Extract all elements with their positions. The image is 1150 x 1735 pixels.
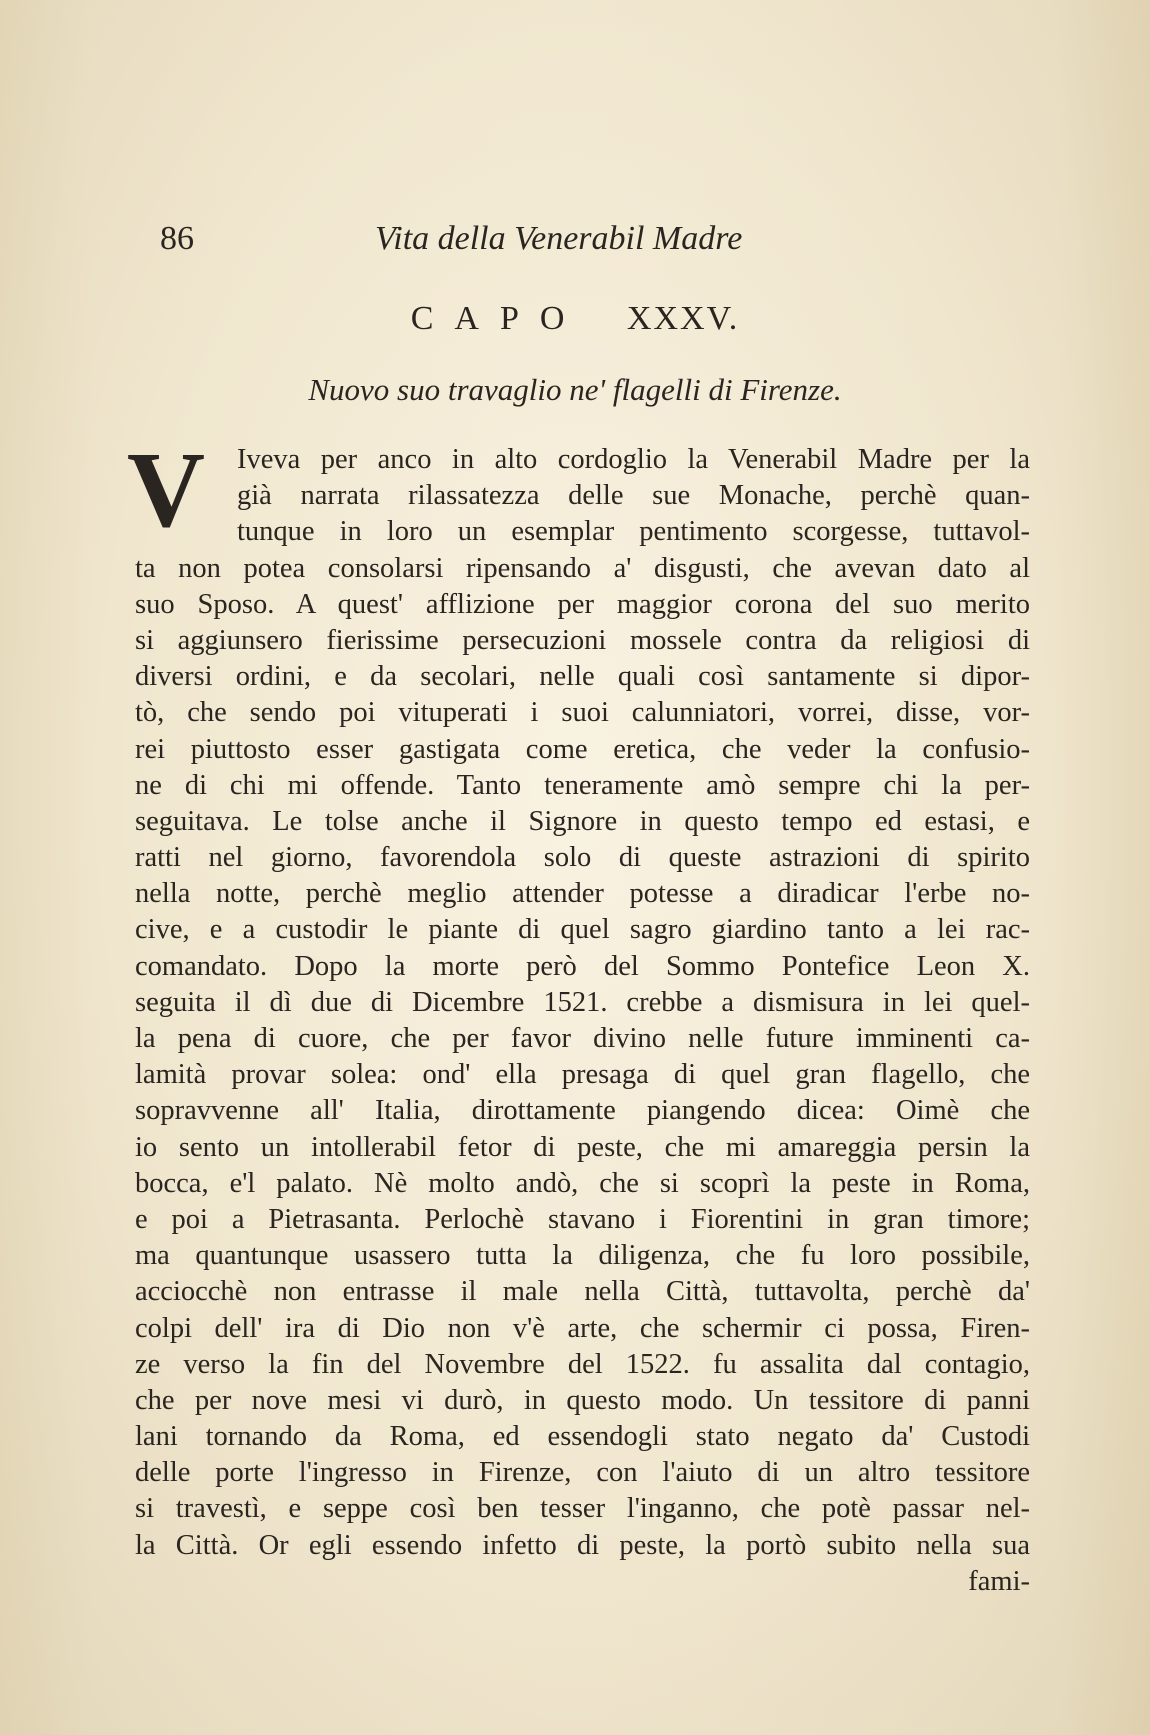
text-line: delle porte l'ingresso in Firenze, con l'aiuto di un altro tessitore [135, 1457, 1030, 1489]
running-title: Vita della Venerabil Madre [375, 220, 743, 257]
text-line: diversi ordini, e da secolari, nelle quali così santamente si dipor- [135, 661, 1030, 693]
drop-cap: V [127, 431, 205, 550]
text-line: colpi dell' ira di Dio non v'è arte, che schermir ci possa, Firen- [135, 1312, 1030, 1344]
text-line: si travestì, e seppe così ben tesser l'inganno, che potè passar nel- [135, 1493, 1030, 1525]
text-line: ze verso la fin del Novembre del 1522. fu assalita dal contagio, [135, 1348, 1030, 1380]
text-line: io sento un intollerabil fetor di peste, che mi amareggia persin la [135, 1131, 1030, 1163]
text-line: la pena di cuore, che per favor divino nelle future imminenti ca- [135, 1023, 1030, 1054]
catchword: fami- [968, 1565, 1030, 1597]
chapter-number: XXXV. [626, 300, 740, 337]
text-line: suo Sposo. A quest' afflizione per maggior corona del suo merito [135, 588, 1030, 620]
text-line: ratti nel giorno, favorendola solo di queste astrazioni di spirito [135, 842, 1030, 874]
running-header [160, 220, 800, 260]
text-line: si aggiunsero fierissime persecuzioni mossele contra da religiosi di [135, 624, 1030, 656]
text-line: seguitava. Le tolse anche il Signore in questo tempo ed estasi, e [135, 805, 1030, 837]
text-line: seguita il dì due di Dicembre 1521. crebbe a dismisura in lei quel- [135, 986, 1030, 1018]
text-line: rei piuttosto esser gastigata come eretica, che veder la confusio- [135, 733, 1030, 765]
text-line: ne di chi mi offende. Tanto teneramente amò sempre chi la per- [135, 769, 1030, 801]
page-number: 86 [160, 220, 194, 257]
text-line: tunque in loro un esemplar pentimento scorgesse, tuttavol- [237, 516, 1030, 548]
text-line: lani tornando da Roma, ed essendogli stato negato da' Custodi [135, 1421, 1030, 1453]
text-line: sopravvenne all' Italia, dirottamente piangendo dicea: Oimè che [135, 1095, 1030, 1127]
text-line: e poi a Pietrasanta. Perlochè stavano i Fiorentini in gran timore; [135, 1203, 1030, 1235]
body-text [127, 431, 1030, 1600]
text-line: che per nove mesi vi durò, in questo modo. Un tessitore di panni [135, 1384, 1030, 1416]
text-line: la Città. Or egli essendo infetto di peste, la portò subito nella sua [135, 1529, 1030, 1561]
text-line: acciocchè non entrasse il male nella Città, tuttavolta, perchè da' [135, 1276, 1030, 1308]
text-line: nella notte, perchè meglio attender potesse a diradicar l'erbe no- [135, 878, 1030, 910]
text-line: tò, che sendo poi vituperati i suoi calunniatori, vorrei, disse, vor- [135, 697, 1030, 729]
text-line: ta non potea consolarsi ripensando a' disgusti, che avevan dato al [135, 552, 1030, 584]
text-line: Iveva per anco in alto cordoglio la Venerabil Madre per la [237, 444, 1030, 475]
text-line: già narrata rilassatezza delle sue Monache, perchè quan- [237, 480, 1030, 512]
text-line: cive, e a custodir le piante di quel sagro giardino tanto a lei rac- [135, 914, 1030, 946]
text-line: bocca, e'l palato. Nè molto andò, che si scoprì la peste in Roma, [135, 1167, 1030, 1199]
text-line: comandato. Dopo la morte però del Sommo Pontefice Leon X. [135, 950, 1030, 982]
text-line: ma quantunque usassero tutta la diligenza, che fu loro possibile, [135, 1240, 1030, 1272]
text-line: lamità provar solea: ond' ella presaga di quel gran flagello, che [135, 1059, 1030, 1091]
chapter-subtitle: Nuovo suo travaglio ne' flagelli di Firenze. [308, 372, 842, 407]
chapter-label: CAPO [410, 300, 586, 337]
chapter-heading [0, 300, 1150, 338]
